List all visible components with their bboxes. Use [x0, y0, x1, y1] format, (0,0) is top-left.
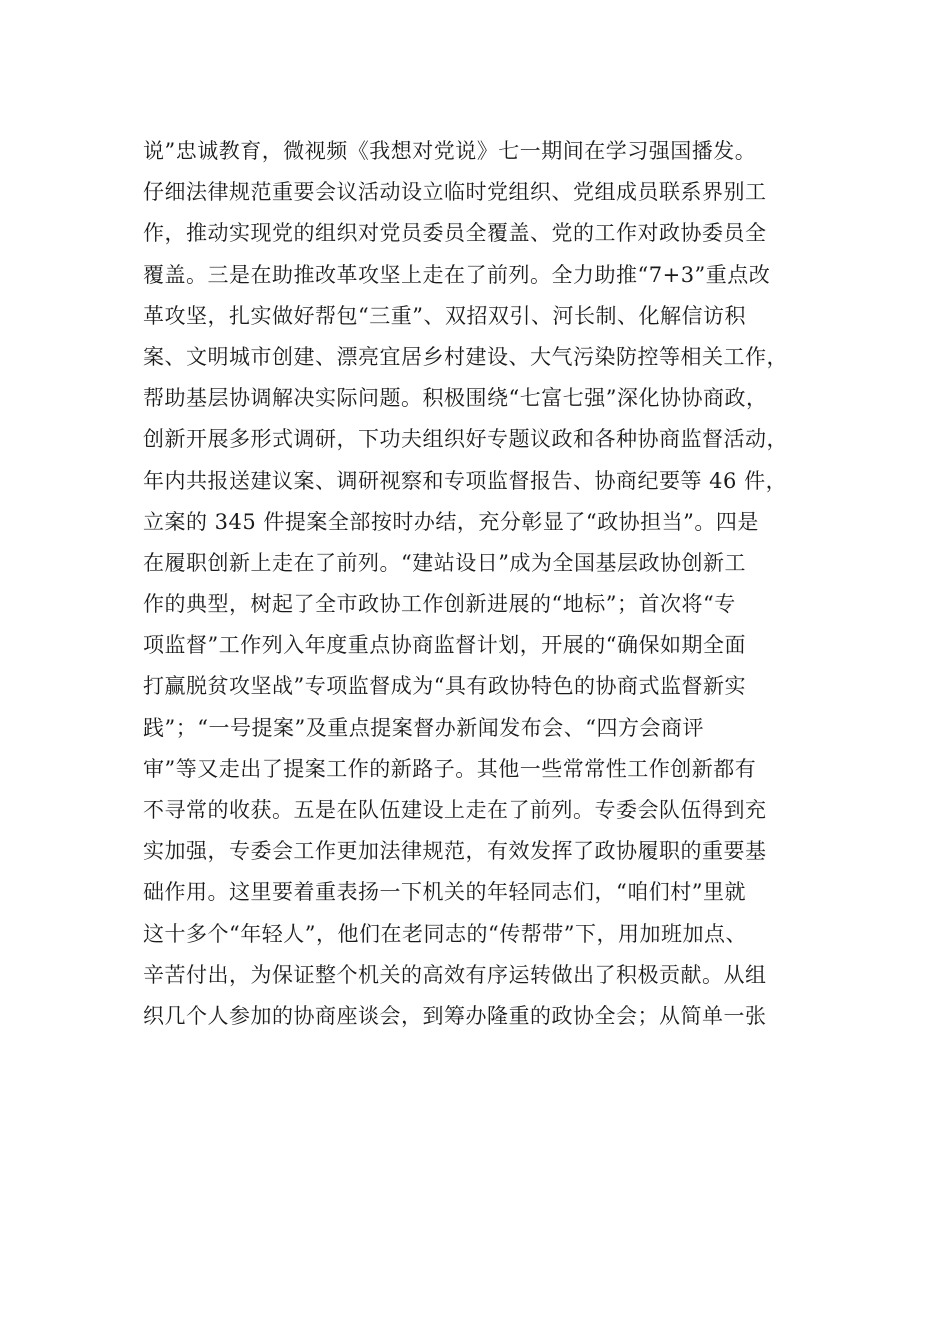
text-line: 不寻常的收获。五是在队伍建设上走在了前列。专委会队伍得到充 [143, 798, 767, 822]
text-line: 辛苦付出，为保证整个机关的高效有序运转做出了积极贡献。从组 [143, 962, 767, 987]
text-line: 践”；“一号提案”及重点提案督办新闻发布会、“四方会商评 [143, 715, 704, 740]
text-line: 审”等又走出了提案工作的新路子。其他一些常常性工作创新都有 [143, 756, 757, 781]
text-line: 实加强，专委会工作更加法律规范，有效发挥了政协履职的重要基 [143, 839, 767, 864]
text-line: 革攻坚，扎实做好帮包“三重”、双招双引、河长制、化解信访积 [143, 303, 746, 328]
text-line: 在履职创新上走在了前列。“建站设日”成为全国基层政协创新工 [143, 550, 746, 575]
text-line: 础作用。这里要着重表扬一下机关的年轻同志们，“咱们村”里就 [143, 880, 746, 905]
text-line: 创新开展多形式调研，下功夫组织好专题议政和各种协商监督活动， [143, 427, 788, 452]
body-text [143, 131, 823, 1037]
text-line: 打赢脱贫攻坚战”专项监督成为“具有政协特色的协商式监督新实 [143, 674, 746, 699]
text-line: 年内共报送建议案、调研视察和专项监督报告、协商纪要等 46 件， [143, 468, 788, 493]
text-line: 这十多个“年轻人”，他们在老同志的“传帮带”下，用加班加点、 [143, 921, 747, 946]
text-line: 案、文明城市创建、漂亮宜居乡村建设、大气污染防控等相关工作， [143, 344, 788, 369]
text-line: 立案的 345 件提案全部按时办结，充分彰显了“政协担当”。四是 [143, 509, 759, 534]
text-line: 覆盖。三是在助推改革攻坚上走在了前列。全力助推“7+3”重点改 [143, 262, 771, 287]
text-line: 帮助基层协调解决实际问题。积极围绕“七富七强”深化协协商政， [143, 386, 768, 411]
text-line: 作的典型，树起了全市政协工作创新进展的“地标”；首次将“专 [143, 592, 736, 617]
text-line: 作，推动实现党的组织对党员委员全覆盖、党的工作对政协委员全 [143, 221, 767, 246]
text-line: 织几个人参加的协商座谈会，到筹办隆重的政协全会；从简单一张 [143, 1003, 767, 1028]
text-line: 仔细法律规范重要会议活动设立临时党组织、党组成员联系界别工 [143, 180, 767, 205]
text-line: 项监督”工作列入年度重点协商监督计划，开展的“确保如期全面 [143, 633, 746, 658]
text-line: 说”忠诚教育，微视频《我想对党说》七一期间在学习强国播发。 [143, 139, 757, 163]
